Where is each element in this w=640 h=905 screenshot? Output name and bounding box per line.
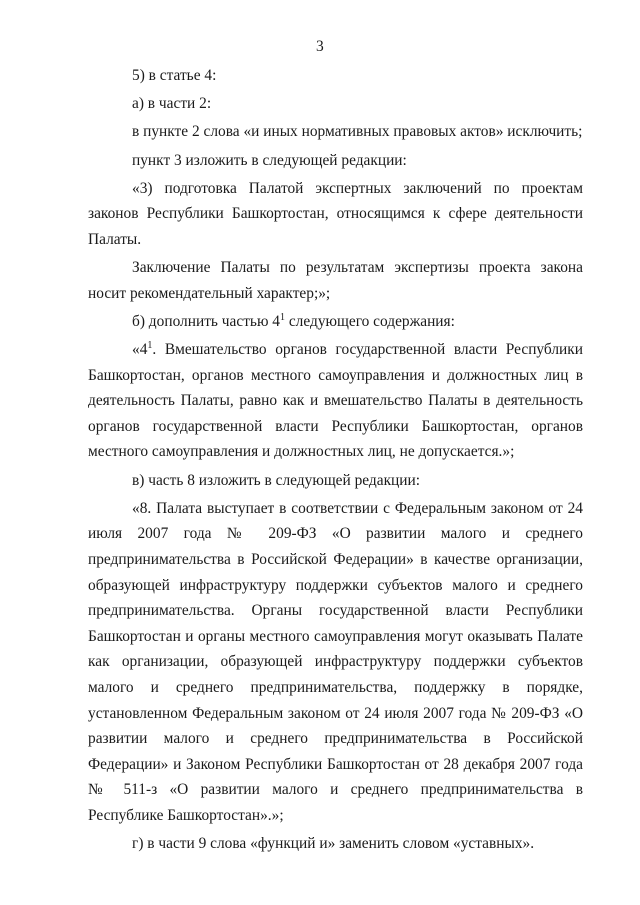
paragraph-text: б) дополнить частью 4 (132, 312, 280, 330)
paragraph-part-8: в) часть 8 изложить в следующей редакции: (132, 471, 421, 489)
paragraph-part-9: г) в части 9 слова «функций и» заменить словом «уставных». (132, 835, 535, 853)
superscript: 1 (147, 340, 153, 352)
paragraph-text: следующего содержания: (285, 312, 455, 330)
paragraph-conclusion: Заключение Палаты по результатам экспертизы проекта закона носит рекомендательный характер;»; (88, 259, 583, 302)
superscript: 1 (280, 311, 285, 323)
paragraph-part-2: а) в части 2: (132, 95, 212, 113)
paragraph-add-part-4-1 (88, 309, 583, 335)
document-body (88, 63, 583, 859)
paragraph-part-8-text: «8. Палата выступает в соответствии с Федеральным законом от 24 июля 2007 года № 209-ФЗ «О развитии малого и среднего предпринимательства в Российской Федерации» в качестве организации, образующей инфраструктуру поддержки субъектов малого и среднего предпринимательства. Органы государственной власти Республики Башкортостан и органы местного самоуправления могут оказывать Палате как организации, образующей инфраструктуру поддержки субъектов малого и среднего предпринимательства, поддержку в порядке, установленном Федеральным законом от 24 июля 2007 года № 209-ФЗ «О развитии малого и среднего предпринимательства в Российской Федерации» и Законом Республики Башкортостан от 28 декабря 2007 года № 511-з «О развитии малого и среднего предпринимательства в Республике Башкортостан».»; (88, 499, 583, 824)
paragraph-item-2: в пункте 2 слова «и иных нормативных правовых актов» исключить; (132, 123, 583, 141)
paragraph-item-3: пункт 3 изложить в следующей редакции: (132, 151, 407, 169)
paragraph-part-4-1-text (88, 337, 583, 465)
paragraph-item-3-text: «3) подготовка Палатой экспертных заключений по проектам законов Республики Башкортостан, относящимся к сфере деятельности Палаты. (88, 179, 583, 248)
paragraph-text: «4 (132, 341, 148, 359)
paragraph-article-4: 5) в статье 4: (132, 67, 217, 84)
page-number: 3 (316, 38, 324, 55)
paragraph-text: . Вмешательство органов государственной власти Республики Башкортостан, органов местного самоуправления и должностных лиц в деятельность Палаты, равно как и вмешательство Палаты в деятельность органов государственной власти Республики Башкортостан, органов местного самоуправления и должностных лиц, не допускается.»; (88, 341, 583, 461)
